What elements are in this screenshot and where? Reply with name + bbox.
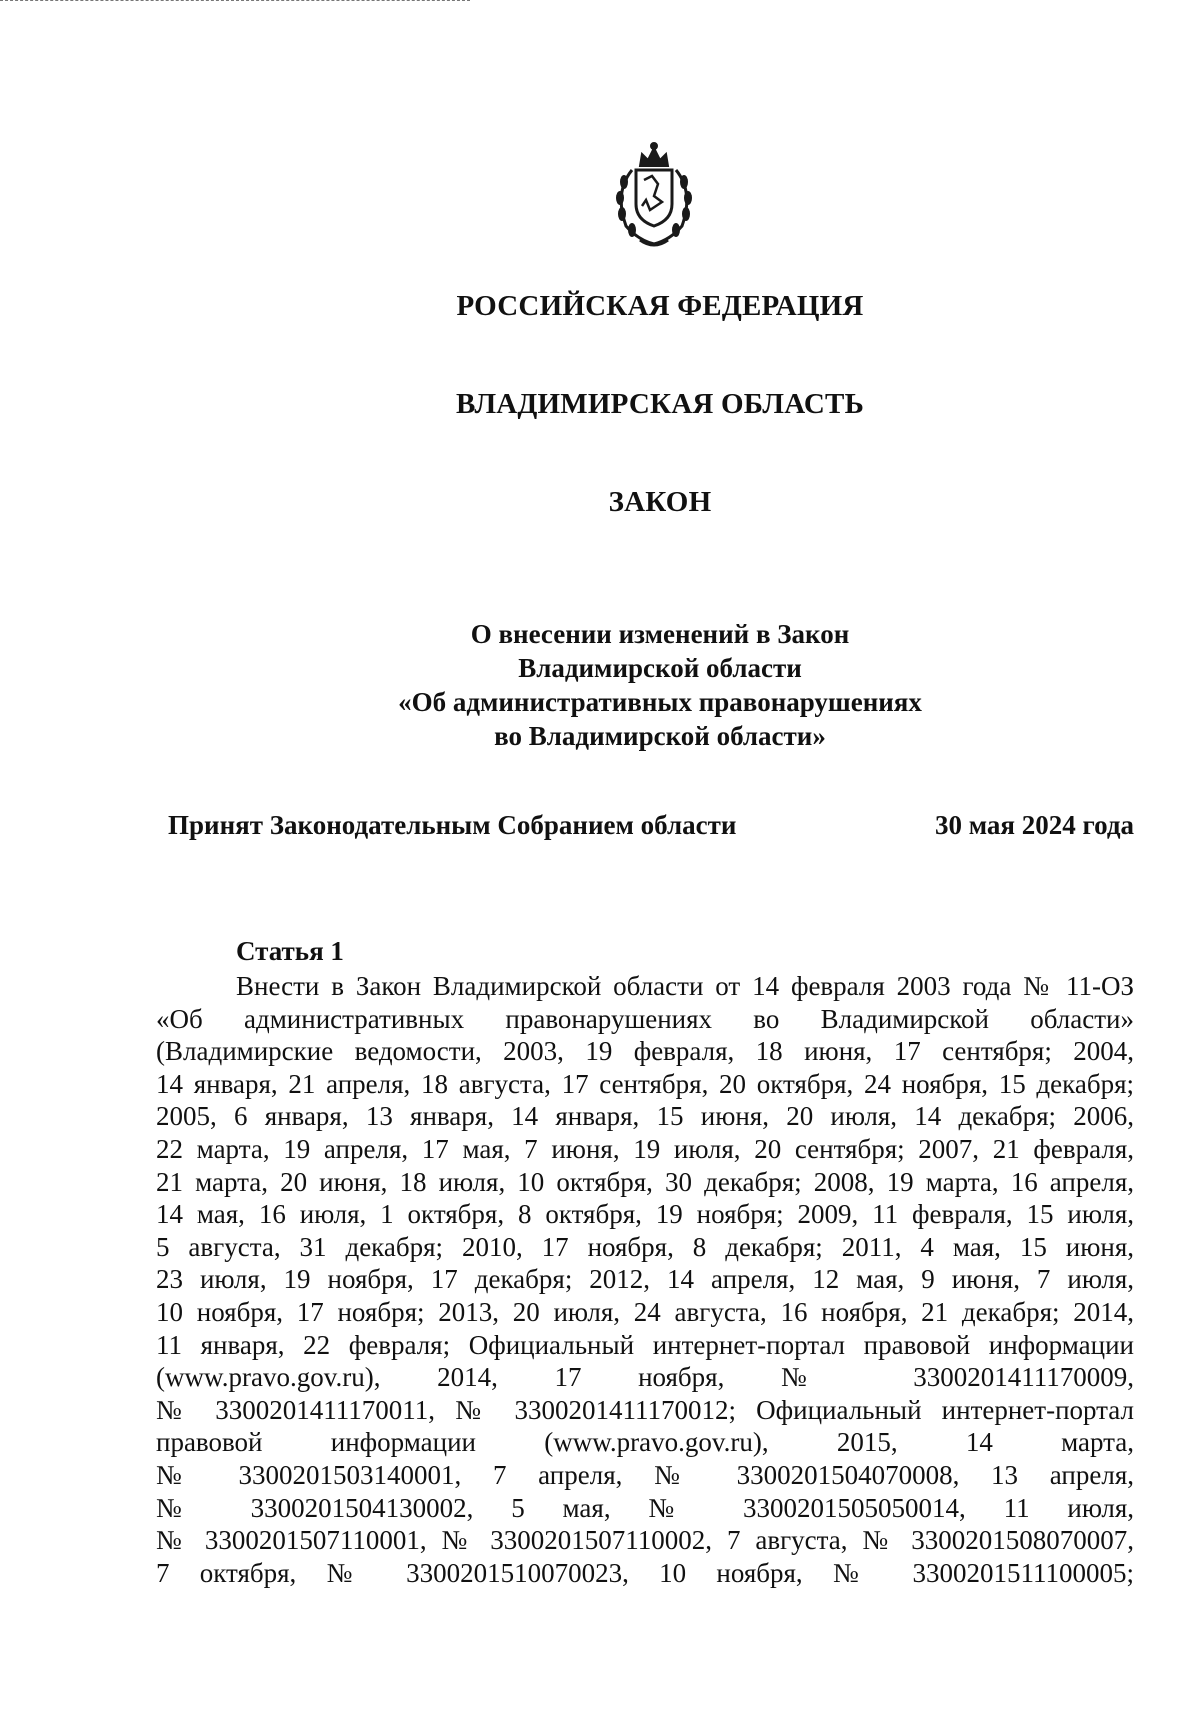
article-line: 11 января, 22 февраля; Официальный интернет-портал правовой информации (156, 1329, 1134, 1360)
article-line: 23 июля, 19 ноября, 17 декабря; 2012, 14 апреля, 12 мая, 9 июня, 7 июля, (156, 1264, 1134, 1295)
article-line: (www.pravo.gov.ru), 2014, 17 ноября, № 3300201411170009, (156, 1362, 1134, 1393)
article-line: 7 октября, № 3300201510070023, 10 ноября, № 3300201511100005; (156, 1557, 1134, 1588)
adoption-date: 30 мая 2024 года (934, 810, 1134, 840)
article-line: № 3300201411170011, № 3300201411170012; Официальный интернет-портал (156, 1394, 1134, 1425)
article-line: № 3300201507110001, № 3300201507110002, 7 августа, № 3300201508070007, (156, 1525, 1134, 1556)
law-title-line: во Владимирской области» (494, 721, 826, 751)
article-line: № 3300201503140001, 7 апреля, № 3300201504070008, 13 апреля, (156, 1459, 1134, 1490)
article-line: 5 августа, 31 декабря; 2010, 17 ноября, 8 декабря; 2011, 4 мая, 15 июня, (156, 1231, 1134, 1262)
law-title-line: Владимирской области (518, 653, 802, 683)
article-line: «Об административных правонарушениях во Владимирской области» (156, 1003, 1134, 1034)
top-rule (0, 0, 470, 1)
article-line: 2005, 6 января, 13 января, 14 января, 15 июня, 20 июля, 14 декабря; 2006, (156, 1101, 1134, 1132)
article-line: 14 января, 21 апреля, 18 августа, 17 сентября, 20 октября, 24 ноября, 15 декабря; (156, 1068, 1134, 1099)
article-line: 14 мая, 16 июля, 1 октября, 8 октября, 19 ноября; 2009, 11 февраля, 15 июля, (156, 1199, 1134, 1230)
country-heading: РОССИЙСКАЯ ФЕДЕРАЦИЯ (456, 290, 864, 322)
article-line: № 3300201504130002, 5 мая, № 3300201505050014, 11 июля, (156, 1492, 1134, 1523)
article-line: 22 марта, 19 апреля, 17 мая, 7 июня, 19 июля, 20 сентября; 2007, 21 февраля, (156, 1133, 1134, 1164)
law-title-line: О внесении изменений в Закон (470, 619, 850, 649)
article-line: Внести в Закон Владимирской области от 14 февраля 2003 года № 11-ОЗ (236, 971, 1134, 1001)
adopted-by: Принят Законодательным Собранием области (168, 810, 737, 840)
region-heading: ВЛАДИМИРСКАЯ ОБЛАСТЬ (456, 388, 864, 420)
article-line: (Владимирские ведомости, 2003, 19 февраля, 18 июня, 17 сентября; 2004, (156, 1036, 1134, 1067)
article-line: 21 марта, 20 июня, 18 июля, 10 октября, 30 декабря; 2008, 19 марта, 16 апреля, (156, 1166, 1134, 1197)
article-line: 10 ноября, 17 ноября; 2013, 20 июля, 24 августа, 16 ноября, 21 декабря; 2014, (156, 1296, 1134, 1327)
coat-of-arms-icon (606, 140, 702, 252)
document-type-heading: ЗАКОН (608, 486, 712, 518)
article-body (156, 970, 1134, 1589)
law-title-line: «Об административных правонарушениях (398, 687, 922, 717)
article-line: правовой информации (www.pravo.gov.ru), 2015, 14 марта, (156, 1427, 1134, 1458)
article-heading: Статья 1 (236, 936, 344, 966)
law-title (300, 617, 1020, 753)
